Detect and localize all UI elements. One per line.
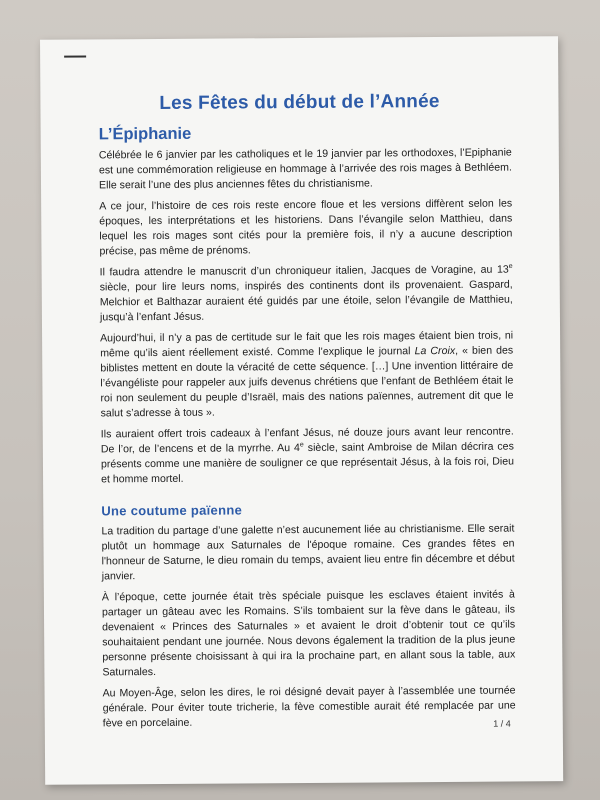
text-run: siècle, saint Ambroise de Milan décrira ces présents comme une manière de souligner ce que représentait Jésus, à la fois roi, Dieu et homme mortel. xyxy=(100,440,515,486)
paragraph: Célébrée le 6 janvier par les catholiques et le 19 janvier par les orthodoxes, l’Epiphanie est une commémoration religieuse en hommage à l’arrivée des rois mages à Bethléem. Elle serait l’une des plus anciennes fêtes du christianisme. xyxy=(98,146,512,192)
section-heading-coutume: Une coutume païenne xyxy=(101,502,243,519)
paragraph xyxy=(100,329,514,422)
paragraph: La tradition du partage d’une galette n’est aucunement liée au christianisme. Elle serait plutôt un hommage aux Saturnales de l'époque romaine. Ces grandes fêtes en l'honneur de Saturne, le dieu romain du temps, avaient lieu entre fin décembre et début janvier. xyxy=(101,522,515,583)
superscript: e xyxy=(299,441,304,449)
paragraph xyxy=(101,425,514,488)
paper-sheet xyxy=(40,36,563,785)
text-run: siècle, pour lire leurs noms, inspirés des continents dont ils provenaient. Gaspard, Melchior et Balthazar auraient été guidés par une étoile, selon l’évangile de Matthieu, jusqu’à l’enfant Jésus. xyxy=(99,278,513,324)
pen-mark xyxy=(64,55,86,57)
document-title: Les Fêtes du début de l’Année xyxy=(159,91,440,114)
text-run: Aujourd’hui, il n’y a pas de certitude sur le fait que les rois mages étaient bien trois, ni même qu’ils aient réellement existé. Comme l’explique le journal xyxy=(100,329,514,360)
text-run: , « bien des biblistes mettent en doute la véracité de cette séquence. […] Une invention littéraire de l’évangéliste pour rappeler aux juifs devenus chrétiens que l’enfant de Bethléem était le roi non seulement du peuple d’Israël, mais des nations païennes, autrement dit que le salut s’adresse à tous ». xyxy=(100,344,514,420)
paragraph: A ce jour, l’histoire de ces rois reste encore floue et les versions diffèrent selon les époques, les interprétations et les historiens. Dans l’évangile selon Matthieu, dans lequel les rois mages sont cités pour la première fois, il n’y a aucune description précise, pas même de prénoms. xyxy=(99,197,513,258)
paragraph xyxy=(100,263,513,326)
paragraph: Au Moyen-Âge, selon les dires, le roi désigné devait payer à l’assemblée une tournée générale. Pour éviter toute tricherie, la fève comestible aurait été remplacée par une fève en porcelaine. xyxy=(102,684,516,730)
page-number: 1 / 4 xyxy=(493,718,511,729)
text-run: Il faudra attendre le manuscrit d’un chroniqueur italien, Jacques de Voragine, au 13 xyxy=(99,263,509,279)
text-run: Ils auraient offert trois cadeaux à l’enfant Jésus, né douze jours avant leur rencontre. De l’or, de l’encens et de la myrrhe. Au 4 xyxy=(100,425,514,456)
paragraph: À l’époque, cette journée était très spéciale puisque les esclaves étaient invités à partager un gâteau avec les Romains. S’ils tombaient sur la fève dans le gâteau, ils devenaient « Princes des Saturnales » et avaient le droit d’obtenir tout ce qu’ils souhaitaient pendant une journée. Nous devons également la tradition de la plus jeune personne présente choisissant à qui ira la prochaine part, en allant sous la table, aux Saturnales. xyxy=(101,588,516,679)
superscript: e xyxy=(508,262,513,271)
section-heading-epiphanie: L’Épiphanie xyxy=(98,124,192,144)
document-body xyxy=(99,125,516,738)
journal-name: La Croix xyxy=(414,344,456,358)
